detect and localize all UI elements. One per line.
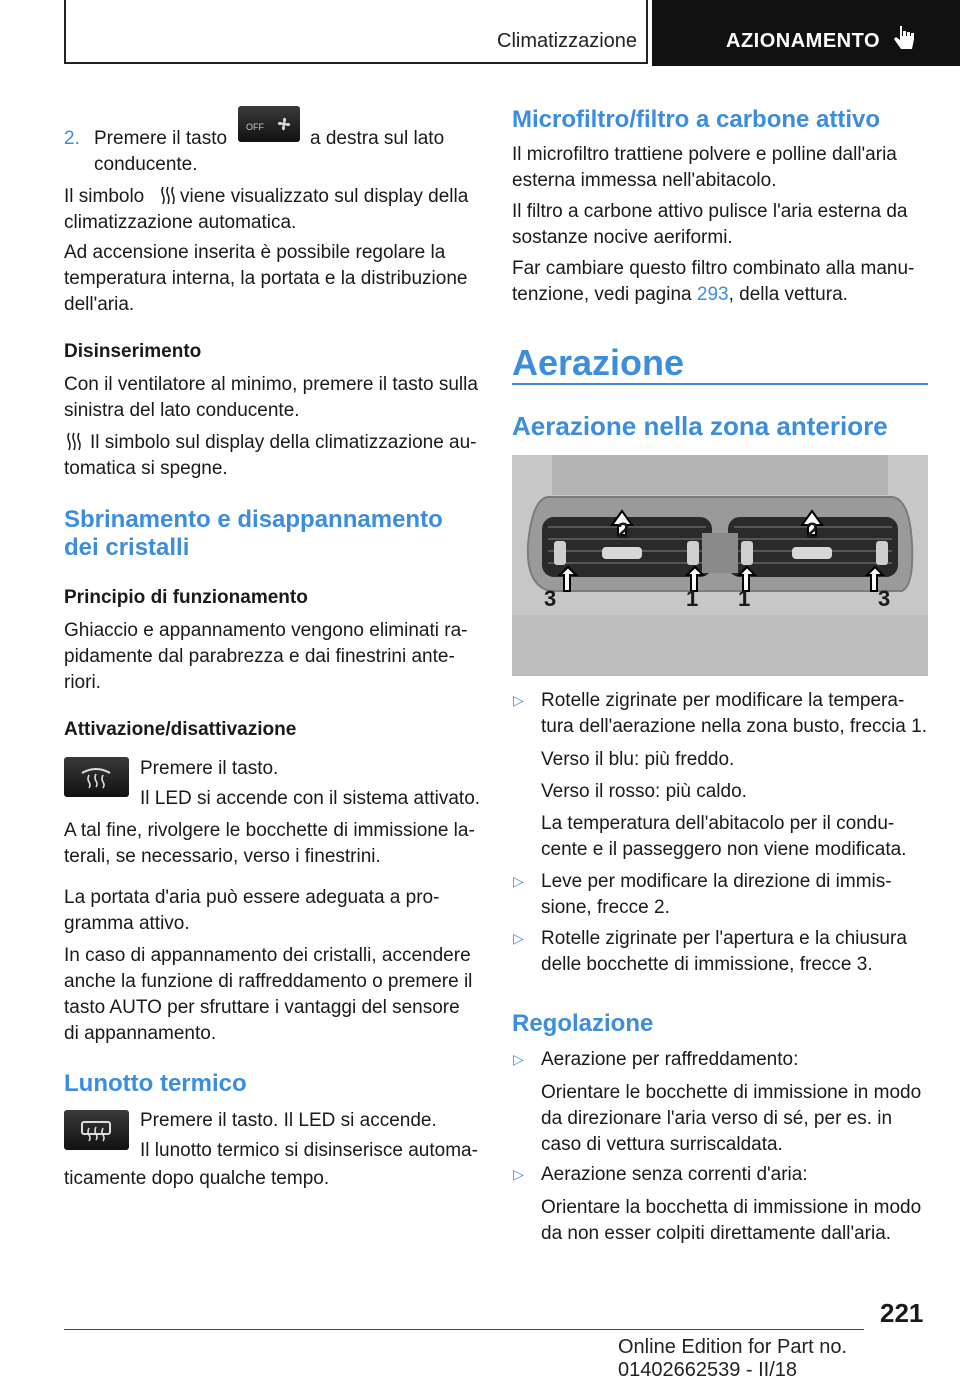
att-line-c1: A tal fine, rivolgere le bocchette di immissione la‐	[64, 820, 475, 841]
att-line-c2: terali, se necessario, verso i finestrini.	[64, 846, 381, 867]
anteriore-heading: Aerazione nella zona anteriore	[512, 411, 888, 441]
footer-rule	[64, 1329, 864, 1330]
far-line-a: Far cambiare questo filtro combinato alla manu‐	[512, 258, 915, 279]
disins-line-2: sinistra del lato conducente.	[64, 400, 300, 421]
carb-line-2: sostanze nocive aeriformi.	[512, 227, 733, 248]
figure-label-3-right: 3	[878, 586, 891, 611]
bullet-icon: ▷	[513, 930, 524, 946]
step-text-a: Premere il tasto	[94, 128, 228, 149]
fan-icon	[276, 116, 292, 132]
disins-symbol-a: Il simbolo sul display della climatizzazione au‐	[90, 432, 477, 453]
front-defrost-button-image	[64, 757, 129, 797]
micro-line-2: esterna immessa nell'abitacolo.	[512, 170, 777, 191]
reg-1-desc-1: Orientare le bocchette di immissione in modo	[541, 1082, 922, 1103]
bullet-icon: ▷	[513, 873, 524, 889]
reg-2-desc-2: da non esser colpiti direttamente dall'aria.	[541, 1223, 892, 1244]
sbrinamento-heading-1: Sbrinamento e disappannamento	[64, 506, 443, 533]
figure-label-3-left: 3	[544, 586, 557, 611]
princ-line-2: pidamente dal parabrezza e dai finestrini ante‐	[64, 646, 455, 667]
disins-symbol-b: tomatica si spegne.	[64, 458, 228, 479]
ignition-line-1: Ad accensione inserita è possibile regolare la	[64, 242, 446, 263]
appann-line-2: anche la funzione di raffreddamento o premere il	[64, 971, 473, 992]
header-chapter-title: AZIONAMENTO	[726, 30, 881, 52]
reg-1-desc-2: da direzionare l'aria verso di sé, per es. in	[541, 1108, 893, 1129]
figure-label-2-right: 2	[806, 518, 819, 543]
ignition-line-3: dell'aria.	[64, 294, 135, 315]
princ-line-3: riori.	[64, 672, 101, 693]
air-vents-figure	[512, 455, 928, 676]
step-text-b: a destra sul lato	[310, 128, 445, 149]
principio-heading: Principio di funzionamento	[64, 587, 308, 608]
step-number: 2.	[64, 128, 80, 149]
bullet-1-line-1: Rotelle zigrinate per modificare la tempera‐	[541, 690, 905, 711]
far-text-2: , della vettura.	[728, 284, 848, 305]
bullet-1-sub-red: Verso il rosso: più caldo.	[541, 781, 747, 802]
lun-line-a: Premere il tasto. Il LED si accende.	[140, 1110, 437, 1131]
off-label: OFF	[246, 122, 264, 132]
appann-line-1: In caso di appannamento dei cristalli, accendere	[64, 945, 471, 966]
ignition-line-2: temperatura interna, la portata e la distribuzione	[64, 268, 468, 289]
microfiltro-heading: Microfiltro/filtro a carbone attivo	[512, 106, 881, 133]
portata-line-2: gramma attivo.	[64, 913, 190, 934]
bullet-1-sub-blue: Verso il blu: più freddo.	[541, 749, 735, 770]
attivazione-heading: Attivazione/disattivazione	[64, 719, 297, 740]
bullet-2-line-2: sione, frecce 2.	[541, 897, 670, 918]
figure-label-1-left: 1	[686, 586, 699, 611]
bullet-1-line-2: tura dell'aerazione nella zona busto, freccia 1.	[541, 716, 927, 737]
bullet-icon: ▷	[513, 1051, 524, 1067]
regolazione-heading: Regolazione	[512, 1010, 654, 1037]
hand-pointer-icon	[892, 24, 916, 52]
disins-line-1: Con il ventilatore al minimo, premere il tasto sulla	[64, 374, 478, 395]
figure-label-2-left: 2	[617, 518, 630, 543]
appann-line-4: di appannamento.	[64, 1023, 217, 1044]
edition-text: Online Edition for Part no. 01402662539 - II/18	[618, 1336, 848, 1381]
sbrinamento-heading-2: dei cristalli	[64, 534, 190, 561]
rear-defrost-icon	[78, 1116, 114, 1144]
symbol-text-c: climatizzazione automatica.	[64, 212, 297, 233]
bullet-icon: ▷	[513, 692, 524, 708]
header-chapter-box	[652, 0, 960, 66]
bullet-1-sub-temp-2: cente e il passeggero non viene modificata.	[541, 839, 907, 860]
page-link-293[interactable]: 293	[696, 284, 729, 305]
lunotto-heading: Lunotto termico	[64, 1070, 247, 1097]
lun-line-c: ticamente dopo qualche tempo.	[64, 1168, 330, 1189]
symbol-text-a: Il simbolo	[64, 186, 145, 207]
bullet-icon: ▷	[513, 1166, 524, 1182]
portata-line-1: La portata d'aria può essere adeguata a pro‐	[64, 887, 440, 908]
bullet-3-line-2: delle bocchette di immissione, frecce 3.	[541, 954, 873, 975]
rear-defrost-button-image	[64, 1110, 129, 1150]
far-line-b	[512, 282, 848, 308]
symbol-text-b: viene visualizzato sul display della	[180, 186, 469, 207]
lun-line-b: Il lunotto termico si disinserisce automa‐	[140, 1140, 478, 1161]
reg-1-desc-3: caso di vettura surriscaldata.	[541, 1134, 783, 1155]
front-defrost-icon	[78, 763, 114, 791]
defrost-symbol-icon	[160, 186, 176, 206]
reg-1-line: Aerazione per raffreddamento:	[541, 1049, 799, 1070]
page-header	[0, 0, 960, 66]
page-number: 221	[880, 1298, 924, 1328]
reg-2-line: Aerazione senza correnti d'aria:	[541, 1164, 808, 1185]
far-text-1: tenzione, vedi pagina	[512, 284, 697, 305]
carb-line-1: Il filtro a carbone attivo pulisce l'aria esterna da	[512, 201, 908, 222]
defrost-symbol-icon-2	[66, 432, 82, 452]
aerazione-heading: Aerazione	[512, 342, 685, 383]
fan-off-button-image	[238, 106, 300, 142]
att-line-b: Il LED si accende con il sistema attivato.	[140, 788, 481, 809]
micro-line-1: Il microfiltro trattiene polvere e polline dall'aria	[512, 144, 897, 165]
appann-line-3: tasto AUTO per sfruttare i vantaggi del sensore	[64, 997, 460, 1018]
disinserimento-heading: Disinserimento	[64, 341, 202, 362]
figure-label-1-right: 1	[738, 586, 751, 611]
reg-2-desc-1: Orientare la bocchetta di immissione in modo	[541, 1197, 922, 1218]
header-section-title: Climatizzazione	[497, 30, 638, 52]
heading-rule	[512, 383, 928, 385]
bullet-1-sub-temp-1: La temperatura dell'abitacolo per il condu‐	[541, 813, 895, 834]
bullet-2-line-1: Leve per modificare la direzione di immis‐	[541, 871, 892, 892]
att-line-a: Premere il tasto.	[140, 758, 279, 779]
step-text-c: conducente.	[94, 154, 198, 175]
princ-line-1: Ghiaccio e appannamento vengono eliminati ra‐	[64, 620, 468, 641]
bullet-3-line-1: Rotelle zigrinate per l'apertura e la chiusura	[541, 928, 907, 949]
